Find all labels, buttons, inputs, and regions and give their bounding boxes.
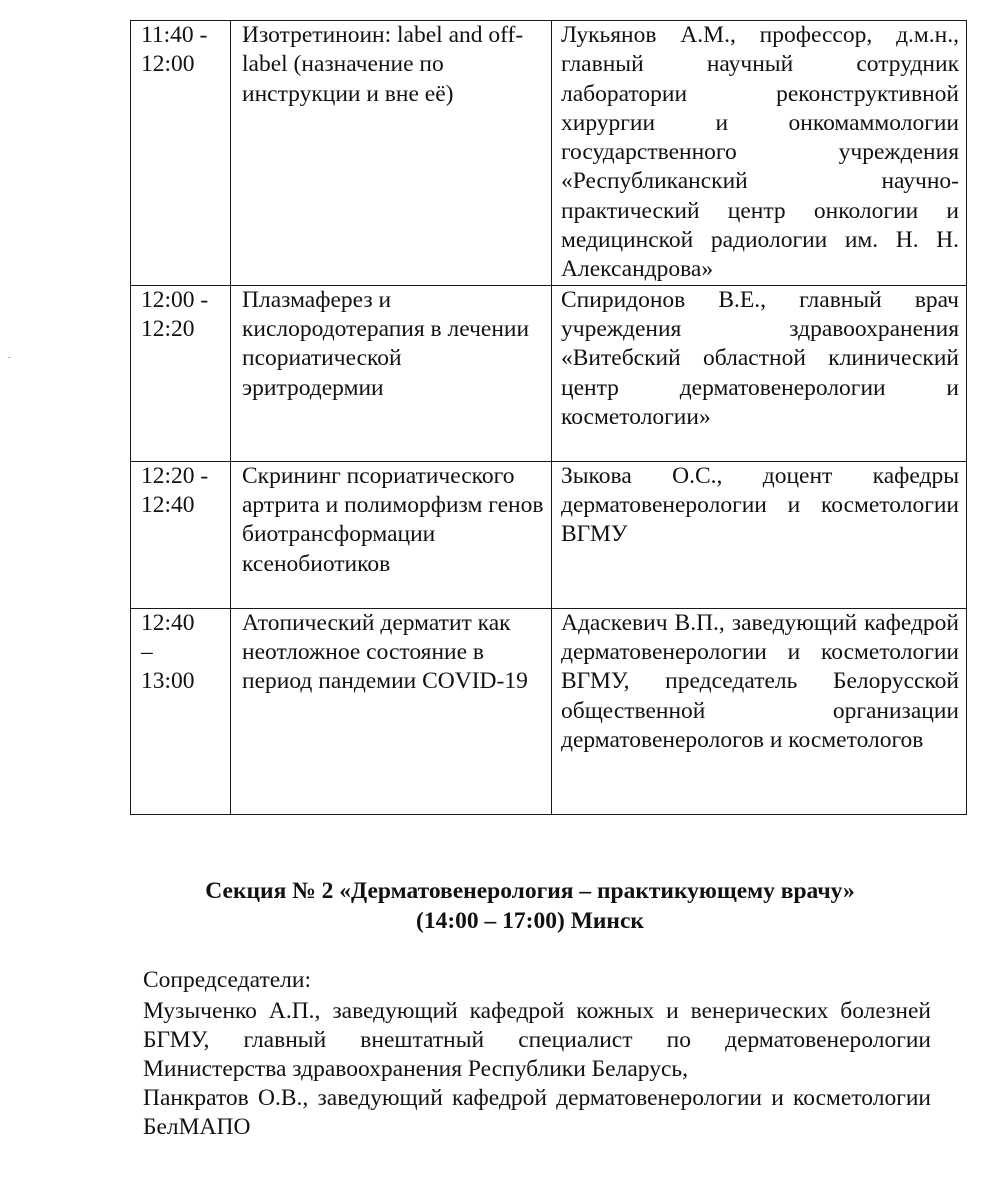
cochair-entry: Музыченко А.П., заведующий кафедрой кожных и венерических болезней БГМУ, главный внештатный специалист по дерматовенерологии Министерства здравоохранения Республики Беларусь, [143,998,931,1082]
table-row [131,285,967,461]
speaker-cell: Спиридонов В.Е., главный врач учреждения здравоохранения «Витебский областной клинический центр дерматовенерологии и косметологии» [552,285,967,461]
time-cell [131,461,231,608]
cochair-entry: Панкратов О.В., заведующий кафедрой дерматовенерологии и косметологии БелМАПО [143,1085,931,1140]
time-end: 12:00 [141,51,195,78]
topic-cell: Изотретиноин: label and off-label (назначение по инструкции и вне её) [231,21,552,286]
topic-cell: Плазмаферез и кислородотерапия в лечении псориатической эритродермии [231,285,552,461]
time-start: 11:40 - [141,22,208,48]
time-start: 12:20 - [141,462,209,489]
time-cell [131,285,231,461]
time-start: 12:40 [141,609,195,636]
speaker-cell: Адаскевич В.П., заведующий кафедрой дерматовенерологии и косметологии ВГМУ, председатель Белорусской общественной организации дерматовенерологов и косметологов [552,608,967,814]
program-schedule-table [130,20,967,815]
time-start: 12:00 - [141,286,209,313]
section-title-line-1: Секция № 2 «Дерматовенерология – практикующему врачу» [205,878,855,904]
cochairs-list [143,997,931,1142]
speaker-cell: Зыкова О.С., доцент кафедры дерматовенерологии и косметологии ВГМУ [552,461,967,608]
table-row [131,461,967,608]
topic-cell: Атопический дерматит как неотложное состояние в период пандемии COVID-19 [231,608,552,814]
table-row [131,608,967,814]
cochairs-label: Сопредседатели: [143,967,311,993]
section-title-line-2: (14:00 – 17:00) Минск [416,908,644,934]
topic-cell: Скрининг псориатического артрита и полиморфизм генов биотрансформации ксенобиотиков [231,461,552,608]
time-cell [131,21,231,286]
time-end: 12:20 [141,315,195,342]
speaker-cell: Лукьянов А.М., профессор, д.м.н., главный научный сотрудник лаборатории реконструктивной хирургии и онкомаммологии государственного учреждения «Республиканский научно-практический центр онкологии и медицинской радиологии им. Н. Н. Александрова» [552,21,967,286]
section-heading [130,876,930,936]
time-end: 13:00 [141,668,195,695]
time-end: 12:40 [141,491,195,518]
margin-mark [8,357,11,358]
table-row [131,21,967,286]
time-dash: – [141,638,153,665]
time-cell [131,608,231,814]
